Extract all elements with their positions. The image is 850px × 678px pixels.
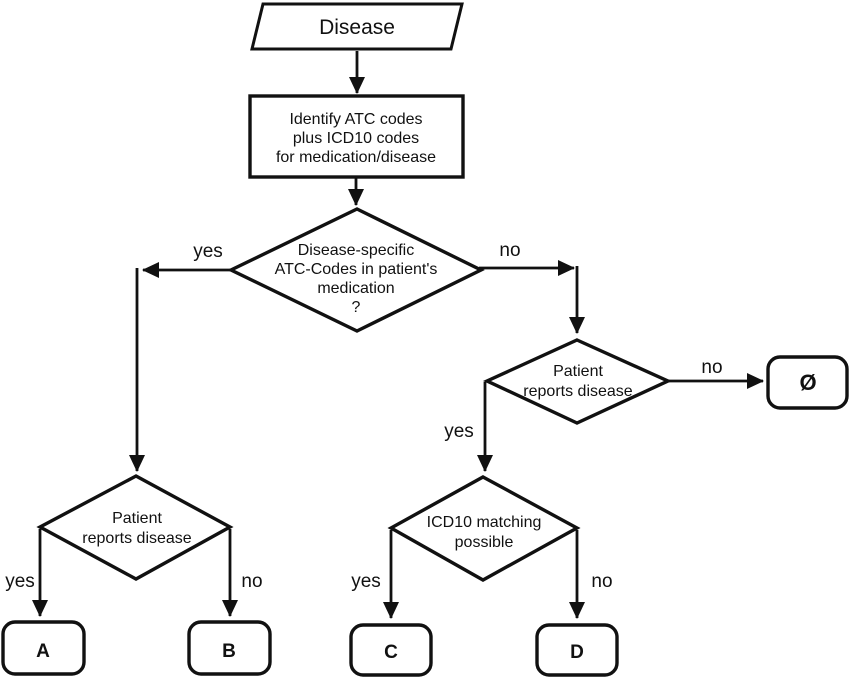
terminal-d-node — [537, 625, 617, 675]
patient-reports-left-node — [40, 476, 230, 579]
atc-yes-label: yes — [193, 241, 223, 262]
patient-right-yes-label: yes — [444, 421, 474, 442]
null-terminal-label: Ø — [799, 370, 817, 395]
patient-reports-right-node — [487, 340, 668, 423]
terminal-a-label: A — [36, 641, 50, 662]
atc-decision-node — [231, 209, 481, 331]
atc-no-label: no — [499, 240, 521, 261]
atc-decision-line-4: ? — [351, 299, 361, 316]
icd10-yes-label: yes — [351, 571, 381, 592]
identify-line-1: Identify ATC codes — [289, 111, 423, 128]
icd10-decision-line-1: ICD10 matching — [426, 514, 542, 531]
identify-line-3: for medication/disease — [275, 149, 437, 166]
patient-left-yes-label: yes — [5, 571, 35, 592]
identify-process-node — [250, 96, 463, 177]
terminal-d-label: D — [570, 642, 584, 663]
null-terminal-node — [768, 357, 847, 408]
icd10-decision-node — [391, 477, 577, 580]
terminal-c-label: C — [384, 642, 398, 663]
atc-decision-line-3: medication — [317, 280, 395, 297]
terminal-b-node — [189, 622, 270, 674]
icd10-decision-line-2: possible — [454, 534, 514, 551]
patient-reports-left-line-2: reports disease — [82, 530, 192, 547]
start-label: Disease — [319, 16, 395, 39]
patient-right-no-label: no — [701, 357, 723, 378]
terminal-c-node — [351, 625, 431, 675]
patient-reports-left-line-1: Patient — [112, 510, 162, 527]
patient-reports-left-diamond — [40, 476, 230, 579]
icd10-no-label: no — [591, 571, 613, 592]
identify-line-2: plus ICD10 codes — [292, 130, 420, 147]
patient-reports-right-line-2: reports disease — [523, 383, 633, 400]
atc-decision-line-2: ATC-Codes in patient's — [274, 261, 438, 278]
patient-left-no-label: no — [241, 571, 263, 592]
start-node — [252, 4, 462, 49]
terminal-b-label: B — [222, 641, 236, 662]
atc-decision-line-1: Disease-specific — [297, 242, 415, 259]
patient-reports-right-line-1: Patient — [553, 363, 603, 380]
terminal-a-node — [3, 622, 84, 674]
patient-reports-right-diamond — [487, 340, 668, 423]
